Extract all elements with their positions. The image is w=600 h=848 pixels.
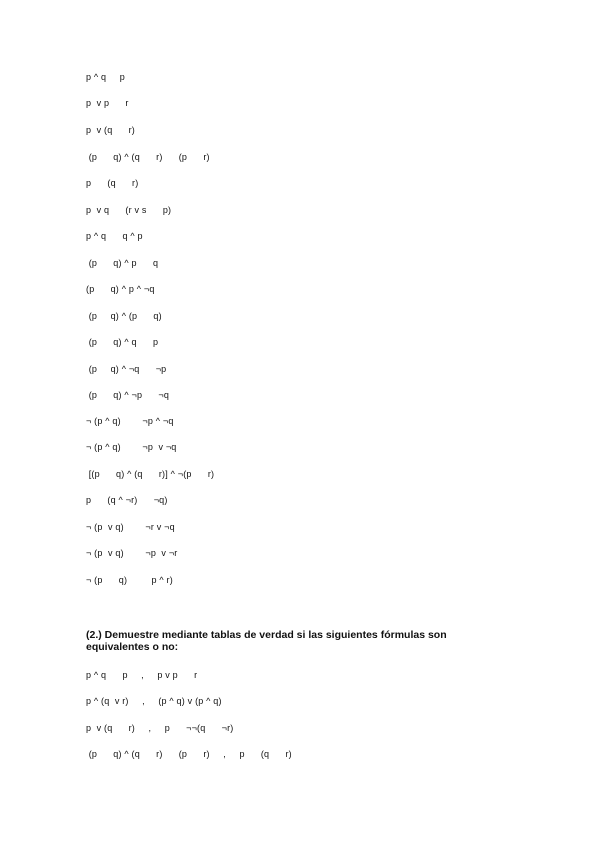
formula-pair-line: p v (q r) , p ¬¬(q ¬r) [86, 723, 234, 733]
formula-line: (p q) ^ p q [86, 258, 159, 268]
exercise-heading: (2.) Demuestre mediante tablas de verdad si las siguientes fórmulas son equivalentes o no: [86, 629, 447, 653]
formula-line: [(p q) ^ (q r)] ^ ¬(p r) [86, 469, 215, 479]
formula-line: p ^ q q ^ p [86, 231, 143, 241]
formula-line: p v q (r v s p) [86, 205, 172, 215]
formula-line: (p q) ^ q p [86, 337, 159, 347]
formula-pair-line: p ^ q p , p v p r [86, 670, 198, 680]
formula-line: (p q) ^ p ^ ¬q [86, 284, 155, 294]
formula-line: p (q ^ ¬r) ¬q) [86, 495, 168, 505]
formula-line: p v (q r) [86, 125, 136, 135]
formula-line: (p q) ^ (q r) (p r) [86, 152, 210, 162]
formula-line: ¬ (p ^ q) ¬p ^ ¬q [86, 416, 174, 426]
formula-line: ¬ (p v q) ¬p v ¬r [86, 548, 178, 558]
formula-line: (p q) ^ ¬p ¬q [86, 390, 170, 400]
formula-line: ¬ (p v q) ¬r v ¬q [86, 522, 175, 532]
formula-line: ¬ (p q) p ^ r) [86, 575, 173, 585]
formula-line: (p q) ^ ¬q ¬p [86, 364, 167, 374]
formula-pair-line: p ^ (q v r) , (p ^ q) v (p ^ q) [86, 696, 222, 706]
formula-pair-line: (p q) ^ (q r) (p r) , p (q r) [86, 749, 292, 759]
formula-line: ¬ (p ^ q) ¬p v ¬q [86, 442, 177, 452]
formula-line: (p q) ^ (p q) [86, 311, 162, 321]
formula-line: p (q r) [86, 178, 139, 188]
formula-line: p ^ q p [86, 72, 125, 82]
formula-line: p v p r [86, 98, 129, 108]
